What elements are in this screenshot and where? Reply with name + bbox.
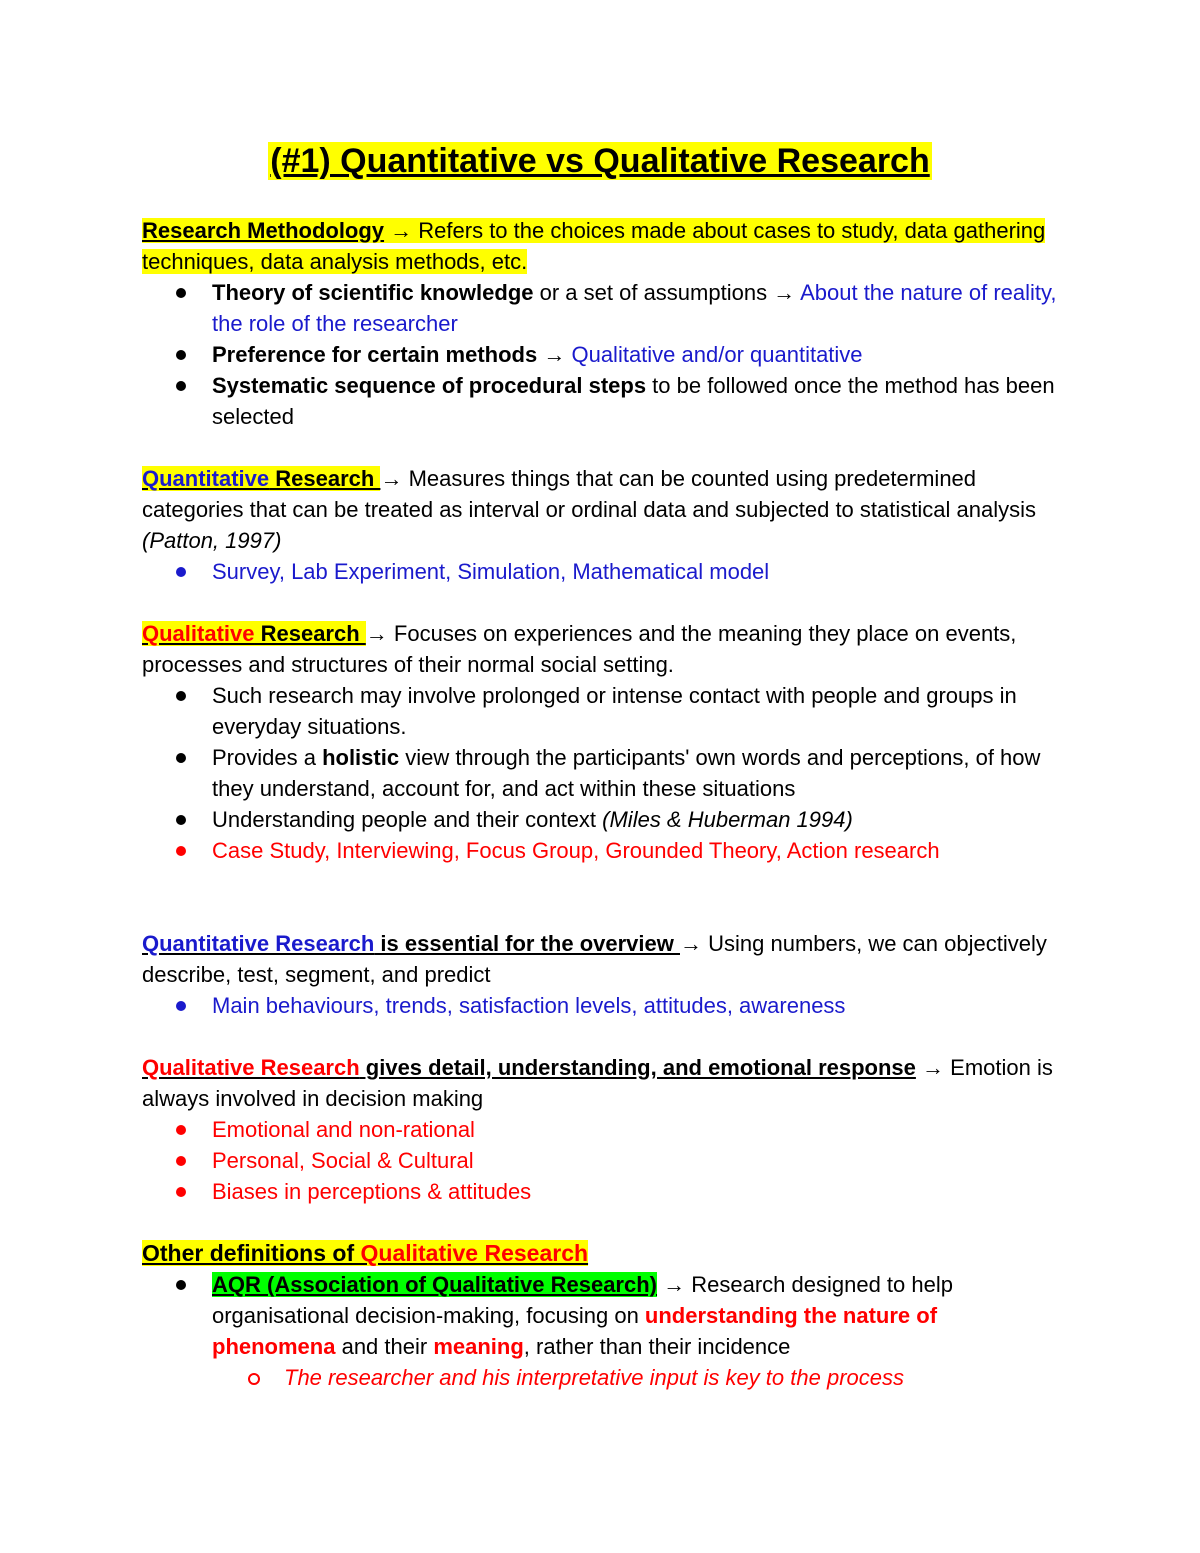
item-text: The researcher and his interpretative input is key to the process — [284, 1365, 904, 1390]
list-item — [142, 370, 1062, 432]
item-text: Main behaviours, trends, satisfaction levels, attitudes, awareness — [212, 993, 846, 1018]
list-item — [142, 1114, 1062, 1145]
list-item — [142, 742, 1062, 804]
item-text: Research designed to help organisational decision-making, focusing on — [212, 1272, 953, 1328]
bullet-icon — [176, 350, 186, 360]
arrow: → — [384, 218, 419, 243]
item-text: or a set of assumptions → — [533, 280, 801, 305]
bullet-icon — [176, 567, 186, 577]
list-item — [142, 680, 1062, 742]
spacer — [142, 1021, 1062, 1052]
bullet-icon — [176, 1125, 186, 1135]
citation: (Patton, 1997) — [142, 528, 282, 553]
item-bold: Preference for certain methods — [212, 342, 538, 367]
bullet-icon — [176, 815, 186, 825]
list-item — [142, 804, 1062, 835]
item-text: Such research may involve prolonged or intense contact with people and groups in everyday situations. — [212, 683, 1017, 739]
other-heading-term: Qualitative Research — [360, 1240, 589, 1266]
methodology-definition: Refers to the choices made about cases to study, data gathering techniques, data analysis methods, etc. — [142, 218, 1046, 274]
list-item — [142, 339, 1062, 370]
overview-term: Quantitative Research — [142, 931, 375, 956]
item-text: and their — [335, 1334, 434, 1359]
qualitative-term: Qualitative — [142, 621, 255, 646]
item-text: Personal, Social & Cultural — [212, 1148, 474, 1173]
spacer — [142, 1207, 1062, 1238]
bullet-icon — [176, 1001, 186, 1011]
aqr-term: AQR (Association of Qualitative Research) — [212, 1272, 657, 1297]
arrow: → — [680, 931, 709, 956]
document-body — [142, 215, 1062, 1393]
arrow: → — [365, 621, 394, 646]
methodology-list — [142, 277, 1062, 432]
item-text: , rather than their incidence — [523, 1334, 791, 1359]
methodology-paragraph — [142, 215, 1062, 277]
bullet-icon — [176, 1156, 186, 1166]
arrow: → — [915, 1055, 951, 1080]
citation: (Miles & Huberman 1994) — [602, 807, 853, 832]
bullet-icon — [176, 1280, 186, 1290]
quantitative-definition: Measures things that can be counted using predetermined categories that can be treated as interval or ordinal data and subjected to statistical analysis — [142, 466, 1036, 522]
title-text: (#1) Quantitative vs Qualitative Research — [270, 142, 930, 180]
item-blue: About the nature of reality, the role of the researcher — [212, 280, 1057, 336]
overview-term-rest: is essential for the overview — [374, 931, 680, 956]
detail-paragraph — [142, 1052, 1062, 1114]
quantitative-term: Quantitative — [142, 466, 270, 491]
overview-list — [142, 990, 1062, 1021]
quantitative-list — [142, 556, 1062, 587]
methodology-term: Research Methodology — [142, 218, 385, 243]
list-item — [142, 556, 1062, 587]
bullet-icon — [176, 846, 186, 856]
item-bold: Theory of scientific knowledge — [212, 280, 534, 305]
spacer — [142, 587, 1062, 618]
item-bold: holistic — [322, 745, 400, 770]
list-item — [142, 277, 1062, 339]
quantitative-term-rest: Research — [269, 466, 381, 491]
arrow: → — [380, 466, 409, 491]
item-red-bold: understanding the nature of phenomena — [212, 1303, 938, 1359]
list-item — [142, 1176, 1062, 1207]
bullet-icon — [176, 381, 186, 391]
item-bold: Systematic sequence of procedural steps — [212, 373, 647, 398]
qualitative-examples: Case Study, Interviewing, Focus Group, Grounded Theory, Action research — [212, 838, 940, 863]
qualitative-definition: Focuses on experiences and the meaning they place on events, processes and structures of their normal social setting. — [142, 621, 1017, 677]
detail-list — [142, 1114, 1062, 1207]
overview-definition: Using numbers, we can objectively describe, test, segment, and predict — [142, 931, 1047, 987]
item-red-bold: meaning — [433, 1334, 524, 1359]
list-item — [142, 835, 1062, 866]
bullet-icon — [176, 288, 186, 298]
list-item — [142, 1145, 1062, 1176]
spacer — [142, 432, 1062, 463]
item-text: Emotional and non-rational — [212, 1117, 475, 1142]
item-text: Biases in perceptions & attitudes — [212, 1179, 532, 1204]
qualitative-paragraph — [142, 618, 1062, 680]
overview-paragraph — [142, 928, 1062, 990]
other-heading-text: Other definitions of — [142, 1240, 361, 1266]
arrow: → — [657, 1272, 692, 1297]
qualitative-term-rest: Research — [254, 621, 366, 646]
item-text: to be followed once the method has been selected — [212, 373, 1055, 429]
item-blue: Qualitative and/or quantitative — [571, 342, 863, 367]
item-text: Provides a — [212, 745, 323, 770]
spacer — [142, 866, 1062, 928]
item-text: → — [537, 342, 572, 367]
detail-definition: Emotion is always involved in decision making — [142, 1055, 1053, 1111]
detail-term: Qualitative Research — [142, 1055, 360, 1080]
bullet-icon — [176, 753, 186, 763]
bullet-icon — [176, 691, 186, 701]
quantitative-paragraph — [142, 463, 1062, 556]
bullet-icon — [176, 1187, 186, 1197]
list-item — [142, 1269, 1062, 1362]
other-heading — [142, 1238, 1062, 1269]
circle-bullet-icon — [248, 1373, 260, 1385]
item-text: view through the participants' own words and perceptions, of how they understand, account for, and act within these situations — [212, 745, 1041, 801]
list-item — [142, 990, 1062, 1021]
quantitative-examples: Survey, Lab Experiment, Simulation, Mathematical model — [212, 559, 770, 584]
detail-term-rest: gives detail, understanding, and emotional response — [359, 1055, 916, 1080]
other-list — [142, 1269, 1062, 1393]
item-text: Understanding people and their context — [212, 807, 603, 832]
page-title — [0, 140, 1200, 182]
sub-list-item — [142, 1362, 1062, 1393]
qualitative-list — [142, 680, 1062, 866]
